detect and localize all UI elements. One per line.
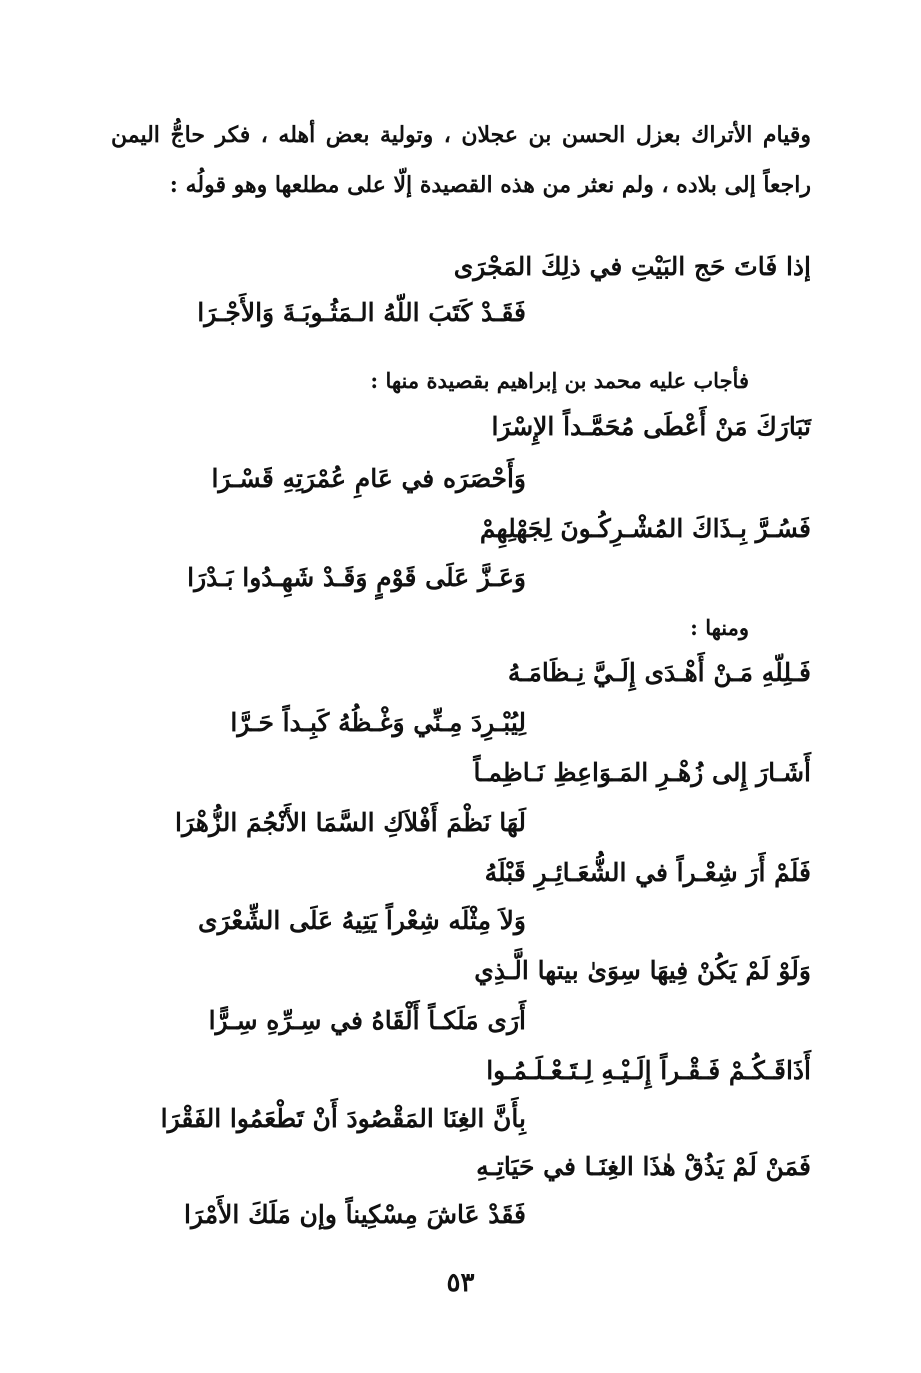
poem3-line-4: لَهَا نَظْمَ أَفْلاَكِ السَّمَا الأَنْجُمَ الزُّهْرَا [175,808,526,837]
poem3-line-7: وَلَوْ لَمْ يَكُنْ فِيهَا سِوَىٰ بيتها الَّـذِي [474,956,811,985]
poem3-line-9: أَذَاقَـكُـمْ فَـقْـراً إِلَـيْـهِ لِـتَـعْـلَـمُـوا [486,1056,811,1085]
prose-paragraph: وقيام الأتراك بعزل الحسن بن عجلان ، وتولية بعض أهله ، فكر حاجُّ اليمن راجعاً إلى بلاده ، ولم نعثر من هذه القصيدة إلّا على مطلعها وهو قولُه : [111,122,811,198]
poem3-line-6: وَلاَ مِثْلَه شِعْراً يَتِيهُ عَلَى الشِّعْرَى [198,906,526,935]
minha-intro: ومنها : [690,615,749,640]
reply-intro: فأجاب عليه محمد بن إبراهيم بقصيدة منها : [370,368,749,393]
poem3-line-10: بِأَنَّ الغِنَا المَقْصُودَ أَنْ تَطْعَمُوا الفَقْرَا [160,1104,526,1133]
poem3-line-11: فَمَنْ لَمْ يَذُقْ هٰذَا الغِنَـا في حَيَاتِـهِ [476,1152,811,1181]
poem3-line-3: أَشَـارَ إِلى زُهْـرِ المَـوَاعِظِ نَـاظِمـاً [473,758,811,787]
poem2-line-3: فَسُـرَّ بِـذَاكَ المُشْـرِكُـونَ لِجَهْلِهِمْ [479,514,811,543]
poem2-line-1: تَبَارَكَ مَنْ أَعْطَى مُحَمَّـداً الإِسْرَا [491,412,811,441]
poem2-line-4: وَعَـزَّ عَلَى قَوْمٍ وَقَـدْ شَهِـدُوا بَـدْرَا [187,563,526,592]
poem3-line-2: لِيُبْـرِدَ مِـنِّي وَغْـظُهُ كَبِـداً حَـرَّا [230,708,526,737]
poem1-line-2: فَقَـدْ كَتَبَ اللّهُ الـمَثُـوبَـةَ وَالأَجْـرَا [197,298,526,327]
poem3-line-1: فَـلِلّهِ مَـنْ أَهْـدَى إِلَـيَّ نِـظَامَـهُ [507,658,811,687]
poem3-line-8: أَرَى مَلَكـاً أَلْقَاهُ في سِـرِّهِ سِـرًّا [208,1006,526,1035]
prose-paragraph-block [111,110,811,210]
poem3-line-5: فَلَمْ أَرَ شِعْـراً في الشُّعَـائِـرِ قَبْلَهُ [484,858,811,887]
poem2-line-2: وَأَحْصَرَه في عَامِ عُمْرَتِهِ قَسْـرَا [211,464,526,493]
page-number: ٥٣ [446,1268,475,1298]
poem3-line-12: فَقَدْ عَاشَ مِسْكِيناً وإن مَلَكَ الأَمْرَا [184,1200,526,1229]
poem1-line-1: إذا فَاتَ حَج البَيْتِ في ذلِكَ المَجْرَى [453,252,811,281]
